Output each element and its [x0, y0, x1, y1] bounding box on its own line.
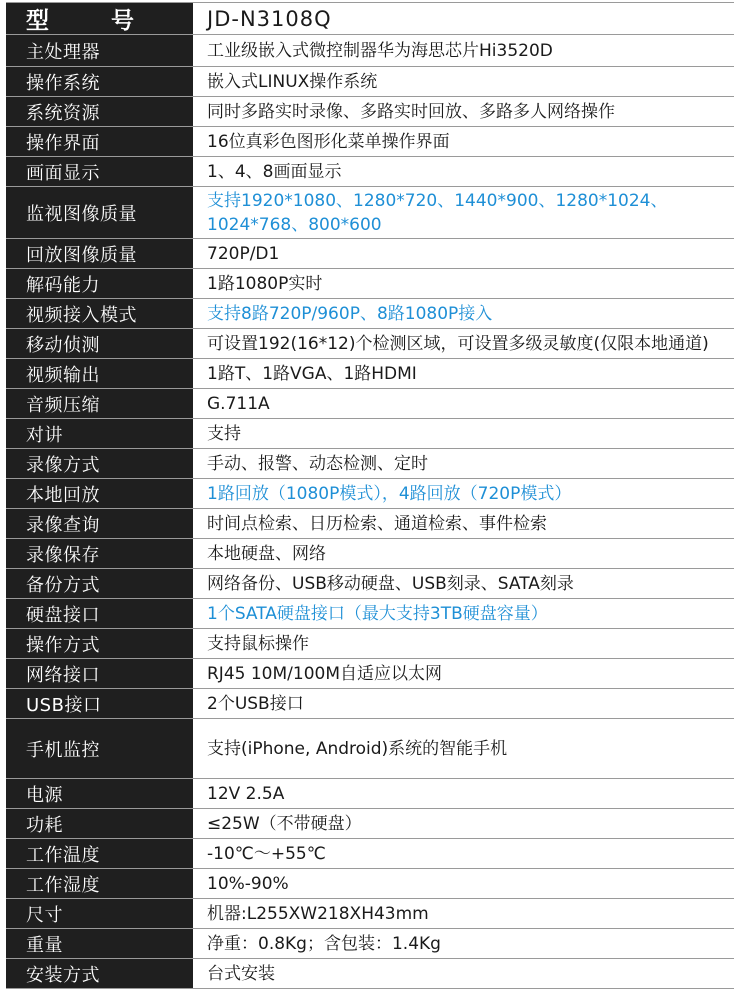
- header-label-b: 号: [111, 8, 136, 34]
- spec-value: 1、4、8画面显示: [207, 161, 342, 182]
- spec-label: 硬盘接口: [6, 599, 195, 628]
- model-number: JD-N3108Q: [207, 6, 332, 31]
- spec-label: 工作温度: [6, 839, 195, 868]
- header-label: [6, 3, 195, 34]
- spec-row: [6, 509, 734, 539]
- spec-value: 机器:L255XW218XH43mm: [207, 903, 429, 924]
- spec-value: 12V 2.5A: [207, 783, 285, 804]
- spec-label: 操作界面: [6, 127, 195, 156]
- spec-label: 主处理器: [6, 35, 195, 66]
- spec-row: [6, 839, 734, 869]
- spec-value: 同时多路实时录像、多路实时回放、多路多人网络操作: [207, 101, 615, 122]
- spec-label: 视频接入模式: [6, 299, 195, 328]
- spec-row: [6, 239, 734, 269]
- spec-row: [6, 269, 734, 299]
- spec-label: 视频输出: [6, 359, 195, 388]
- spec-value: 时间点检索、日历检索、通道检索、事件检索: [207, 513, 547, 534]
- spec-label: 录像保存: [6, 539, 195, 568]
- spec-value: 可设置192(16*12)个检测区域，可设置多级灵敏度(仅限本地通道): [207, 333, 709, 354]
- spec-row: [6, 97, 734, 127]
- spec-value: 1路回放（1080P模式），4路回放（720P模式）: [207, 483, 572, 504]
- spec-label: 回放图像质量: [6, 239, 195, 268]
- spec-value: 手动、报警、动态检测、定时: [207, 453, 428, 474]
- spec-row: [6, 187, 734, 239]
- spec-label: 音频压缩: [6, 389, 195, 418]
- spec-label: 重量: [6, 929, 195, 958]
- spec-value: ≤25W（不带硬盘）: [207, 813, 362, 834]
- spec-row: [6, 629, 734, 659]
- spec-label: 操作系统: [6, 67, 195, 96]
- spec-label: 工作湿度: [6, 869, 195, 898]
- spec-label: 网络接口: [6, 659, 195, 688]
- spec-label: USB接口: [6, 689, 195, 718]
- spec-value: 网络备份、USB移动硬盘、USB刻录、SATA刻录: [207, 573, 574, 594]
- spec-row: [6, 389, 734, 419]
- spec-row: [6, 299, 734, 329]
- spec-row: [6, 719, 734, 779]
- spec-label: 备份方式: [6, 569, 195, 598]
- spec-label: 录像方式: [6, 449, 195, 478]
- spec-row: [6, 157, 734, 187]
- spec-row: [6, 67, 734, 97]
- spec-label: 监视图像质量: [6, 187, 195, 238]
- spec-row: [6, 869, 734, 899]
- spec-row: [6, 899, 734, 929]
- spec-row: [6, 659, 734, 689]
- spec-value: 支持: [207, 423, 241, 444]
- spec-row: [6, 329, 734, 359]
- spec-value: 1路T、1路VGA、1路HDMI: [207, 363, 417, 384]
- spec-value: 工业级嵌入式微控制器华为海思芯片Hi3520D: [207, 40, 553, 61]
- spec-value: 支持1920*1080、1280*720、1440*900、1280*1024、1024*768、800*600: [207, 190, 668, 235]
- spec-row: [6, 127, 734, 157]
- spec-value: 嵌入式LINUX操作系统: [207, 71, 378, 92]
- spec-value: 2个USB接口: [207, 693, 304, 714]
- spec-label: 手机监控: [6, 719, 195, 778]
- spec-row: [6, 929, 734, 959]
- spec-row: [6, 599, 734, 629]
- spec-row: [6, 359, 734, 389]
- spec-label: 移动侦测: [6, 329, 195, 358]
- spec-row: [6, 779, 734, 809]
- spec-row: [6, 449, 734, 479]
- spec-row: [6, 539, 734, 569]
- spec-label: 功耗: [6, 809, 195, 838]
- spec-row: [6, 569, 734, 599]
- spec-label: 安装方式: [6, 959, 195, 988]
- spec-value: G.711A: [207, 393, 270, 414]
- spec-value: 本地硬盘、网络: [207, 543, 326, 564]
- header-label-a: 型: [26, 8, 51, 34]
- spec-label: 操作方式: [6, 629, 195, 658]
- spec-label: 系统资源: [6, 97, 195, 126]
- spec-rows: [6, 35, 734, 989]
- spec-value: 净重：0.8Kg；含包装：1.4Kg: [207, 933, 441, 954]
- spec-value: -10℃～+55℃: [207, 843, 326, 864]
- spec-value: 支持鼠标操作: [207, 633, 309, 654]
- spec-table: [6, 2, 734, 989]
- spec-value: RJ45 10M/100M自适应以太网: [207, 663, 443, 684]
- header-row: [6, 3, 734, 35]
- spec-label: 尺寸: [6, 899, 195, 928]
- spec-label: 电源: [6, 779, 195, 808]
- spec-value: 台式安装: [207, 963, 275, 984]
- spec-label: 对讲: [6, 419, 195, 448]
- spec-label: 画面显示: [6, 157, 195, 186]
- spec-label: 本地回放: [6, 479, 195, 508]
- spec-value: 支持(iPhone, Android)系统的智能手机: [207, 738, 508, 759]
- spec-row: [6, 419, 734, 449]
- spec-row: [6, 35, 734, 67]
- spec-row: [6, 479, 734, 509]
- spec-value: 1路1080P实时: [207, 273, 323, 294]
- spec-value: 16位真彩色图形化菜单操作界面: [207, 131, 450, 152]
- spec-value: 1个SATA硬盘接口（最大支持3TB硬盘容量）: [207, 603, 548, 624]
- spec-row: [6, 689, 734, 719]
- spec-value: 720P/D1: [207, 243, 280, 264]
- spec-value: 10%-90%: [207, 873, 289, 894]
- spec-label: 录像查询: [6, 509, 195, 538]
- spec-row: [6, 959, 734, 989]
- spec-row: [6, 809, 734, 839]
- spec-label: 解码能力: [6, 269, 195, 298]
- spec-value: 支持8路720P/960P、8路1080P接入: [207, 303, 493, 324]
